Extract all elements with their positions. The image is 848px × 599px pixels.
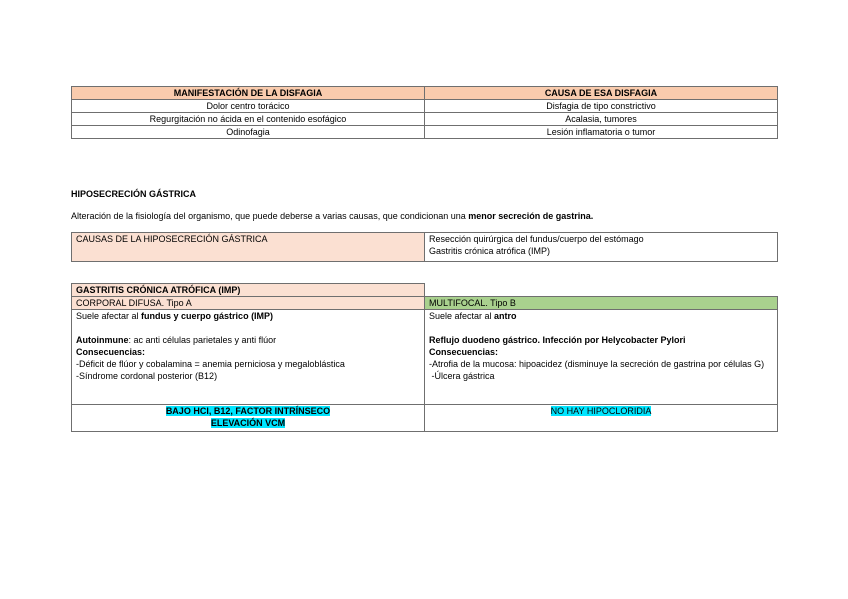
text: : ac anti células parietales y anti flúor — [128, 335, 277, 345]
highlight: ELEVACIÓN VCM — [210, 418, 286, 428]
highlight: BAJO HCl, B12, FACTOR INTRÍNSECO — [165, 406, 331, 416]
type-a-cause — [76, 334, 420, 346]
type-a-header: CORPORAL DIFUSA. Tipo A — [72, 297, 425, 310]
type-a-consequence: -Síndrome cordonal posterior (B12) — [76, 371, 218, 381]
type-b-content — [425, 310, 778, 405]
cell: Odinofagia — [72, 126, 425, 139]
table-row — [72, 100, 778, 113]
type-a-location — [76, 310, 420, 322]
type-a-consequences-label: Consecuencias: — [76, 347, 146, 357]
type-a-content — [72, 310, 425, 405]
causes-table — [71, 232, 778, 262]
cell: Dolor centro torácico — [72, 100, 425, 113]
type-b-location — [429, 310, 773, 322]
cause-item: Resección quirúrgica del fundus/cuerpo del estómago — [429, 234, 644, 244]
gastritis-table — [71, 283, 778, 432]
para-bold: menor secreción de gastrina. — [468, 211, 594, 221]
table-row — [72, 126, 778, 139]
text-bold: fundus y cuerpo gástrico (IMP) — [141, 311, 274, 321]
text: Suele afectar al — [429, 311, 495, 321]
causes-label: CAUSAS DE LA HIPOSECRECIÓN GÁSTRICA — [72, 233, 425, 262]
type-b-consequence: -Úlcera gástrica — [429, 371, 495, 381]
type-a-consequence: -Déficit de flúor y cobalamina = anemia perniciosa y megaloblástica — [76, 359, 345, 369]
cell: Regurgitación no ácida en el contenido esofágico — [72, 113, 425, 126]
type-b-consequence: -Atrofia de la mucosa: hipoacidez (disminuye la secreción de gastrina por células G) — [429, 359, 765, 369]
cell: Lesión inflamatoria o tumor — [425, 126, 778, 139]
cell: Disfagia de tipo constrictivo — [425, 100, 778, 113]
text: Suele afectar al — [76, 311, 142, 321]
highlight: NO HAY HIPOCLORIDIA — [550, 406, 652, 416]
section-title: HIPOSECRECIÓN GÁSTRICA — [71, 189, 197, 199]
empty-cell — [425, 284, 778, 297]
type-b-result — [425, 405, 778, 432]
dysphagia-table — [71, 86, 778, 139]
cause-item: Gastritis crónica atrófica (IMP) — [429, 246, 551, 256]
gastritis-title: GASTRITIS CRÓNICA ATRÓFICA (IMP) — [72, 284, 425, 297]
header-cause: CAUSA DE ESA DISFAGIA — [425, 87, 778, 100]
type-b-consequences-label: Consecuencias: — [429, 347, 499, 357]
type-a-result — [72, 405, 425, 432]
text-bold: Autoinmune — [76, 335, 129, 345]
para-text: Alteración de la fisiología del organismo, que puede deberse a varias causas, que condicionan una — [71, 211, 469, 221]
causes-list — [425, 233, 778, 262]
table-row — [72, 113, 778, 126]
type-b-cause: Reflujo duodeno gástrico. Infección por Helycobacter Pylori — [429, 335, 686, 345]
header-manifestation: MANIFESTACIÓN DE LA DISFAGIA — [72, 87, 425, 100]
type-b-header: MULTIFOCAL. Tipo B — [425, 297, 778, 310]
text-bold: antro — [494, 311, 517, 321]
section-paragraph — [71, 211, 593, 221]
cell: Acalasia, tumores — [425, 113, 778, 126]
